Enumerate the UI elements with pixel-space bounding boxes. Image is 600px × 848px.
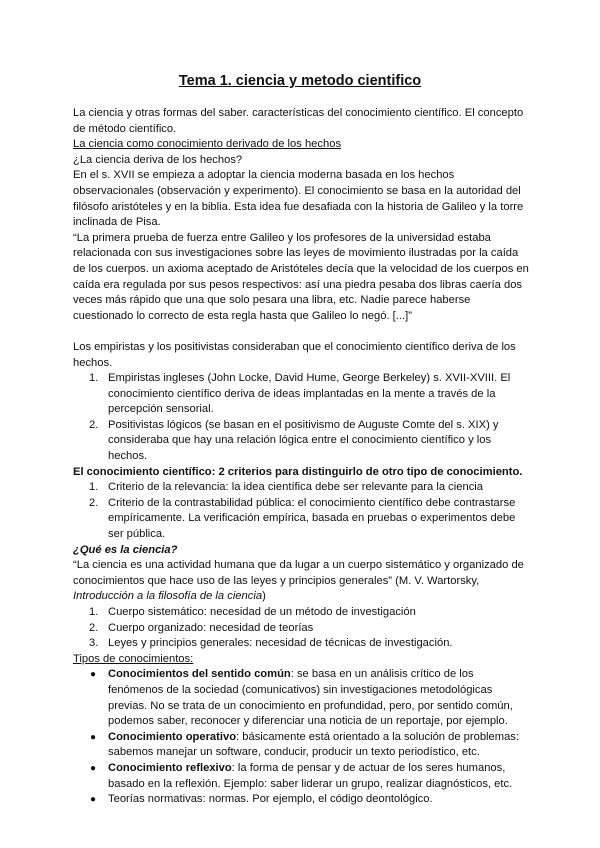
list-number: 3. [89, 637, 99, 650]
list-item [73, 418, 531, 465]
term-description: : básicamente está orientado a la solución de problemas: sabemos manejar un software, conducir, producir un texto periodístico, etc. [108, 730, 520, 759]
list-item [73, 636, 531, 652]
list-item [73, 667, 531, 729]
tipos-heading: Tipos de conocimientos: [73, 652, 194, 665]
list-item-text: Cuerpo sistemático: necesidad de un método de investigación [108, 606, 416, 618]
tipos-list [73, 667, 531, 807]
list-item [73, 792, 531, 808]
list-item [73, 605, 531, 621]
list-item-text: Cuerpo organizado: necesidad de teorías [108, 621, 314, 634]
list-item [73, 480, 531, 496]
term: Conocimientos del sentido común [108, 668, 291, 681]
galileo-paragraph: En el s. XVII se empieza a adoptar la ciencia moderna basada en los hechos observacionales (observación y experimento). El conocimiento se basa en la autoridad del filósofo aristóteles y en la biblia. Esta idea fue desafiada con la historia de Galileo y la torre inclinada de Pisa. [73, 169, 524, 229]
wartorsky-quote [73, 558, 531, 605]
list-item-text: Leyes y principios generales: necesidad de técnicas de investigación. [108, 637, 453, 650]
list-item-text: Empiristas ingleses (John Locke, David Hume, George Berkeley) s. XVII-XVIII. El conocimiento científico deriva de ideas implantadas en la mente a través de la percepción sensorial. [108, 372, 511, 416]
que-es-list [73, 605, 531, 652]
bullet-icon: ● [90, 669, 97, 681]
list-item-text: Positivistas lógicos (se basan en el positivismo de Auguste Comte del s. XIX) y consideraba que hay una relación lógica entre el conocimiento científico y los hechos. [108, 418, 499, 463]
quote-text: “La ciencia es una actividad humana que da lugar a un cuerpo sistemático y organizado de conocimientos que hace uso de las leyes y principios generales” (M. V. Wartorsky, [73, 559, 524, 587]
bullet-icon: ● [90, 794, 97, 806]
list-item-text: Criterio de la relevancia: la idea científica debe ser relevante para la ciencia [108, 481, 483, 494]
list-item [73, 496, 531, 543]
term-description: Teorías normativas: normas. Por ejemplo, el código deontológico. [108, 793, 433, 806]
term-description: : la forma de pensar y de actuar de los seres humanos, basado en la reflexión. Ejemplo: saber liderar un grupo, realizar diagnósticos, etc. [108, 761, 513, 790]
page-title: Tema 1. ciencia y metodo cientifico [178, 73, 422, 89]
list-item-text: Criterio de la contrastabilidad pública: el conocimiento científico debe contrastarse empíricamente. La verificación empírica, basada en pruebas o experimentos debe ser pública. [108, 496, 516, 541]
list-item [73, 371, 531, 418]
list-number: 2. [89, 621, 99, 634]
empiristas-list [73, 371, 531, 465]
bullet-icon: ● [90, 762, 97, 774]
intro-paragraph: La ciencia y otras formas del saber. características del conocimiento científico. El concepto de método científico. [73, 107, 524, 135]
term: Conocimiento reflexivo [108, 761, 232, 774]
bullet-icon: ● [90, 731, 97, 743]
section-heading-hechos: La ciencia como conocimiento derivado de los hechos [73, 138, 342, 151]
term-description: : se basa en un análisis crítico de los fenómenos de la sociedad (comunicativos) sin investigaciones metodológicas previas. No se trata de un conocimiento en profundidad, pero, por sentido común, podemos saber, reconocer y diferenciar una noticia de un reportaje, por ejemplo. [108, 668, 513, 728]
list-number: 1. [89, 606, 99, 618]
criteria-heading: El conocimiento científico: 2 criterios para distinguirlo de otro tipo de conocimiento. [73, 465, 523, 478]
galileo-quote: “La primera prueba de fuerza entre Galileo y los profesores de la universidad estaba relacionada con sus investigaciones sobre las leyes de movimiento ilustradas por la caída de los cuerpos. un axioma aceptado de Aristóteles decía que la velocidad de los cuerpos en caída era regulada por sus pesos respectivos: así una piedra pesaba dos libras caería dos veces más rápido que una que solo pesara una libra, etc. Nadie parece haberse cuestionado lo correcto de esta regla hasta que Galileo lo negó. [...]” [73, 231, 529, 322]
document-body [73, 106, 531, 808]
list-number: 1. [89, 481, 99, 494]
spacer [73, 324, 531, 340]
book-close: ) [262, 590, 266, 603]
list-number: 1. [89, 372, 99, 385]
term: Conocimiento operativo [108, 730, 237, 743]
question-line: ¿La ciencia deriva de los hechos? [73, 153, 243, 166]
list-number: 2. [89, 418, 99, 431]
list-number: 2. [89, 496, 99, 509]
list-item [73, 621, 531, 637]
que-es-heading: ¿Qué es la ciencia? [73, 543, 178, 556]
criteria-list [73, 480, 531, 542]
empiristas-paragraph: Los empiristas y los positivistas consideraban que el conocimiento científico deriva de los hechos. [73, 340, 516, 369]
book-title: Introducción a la filosofía de la ciencia [73, 590, 263, 603]
list-item [73, 730, 531, 761]
list-item [73, 761, 531, 792]
